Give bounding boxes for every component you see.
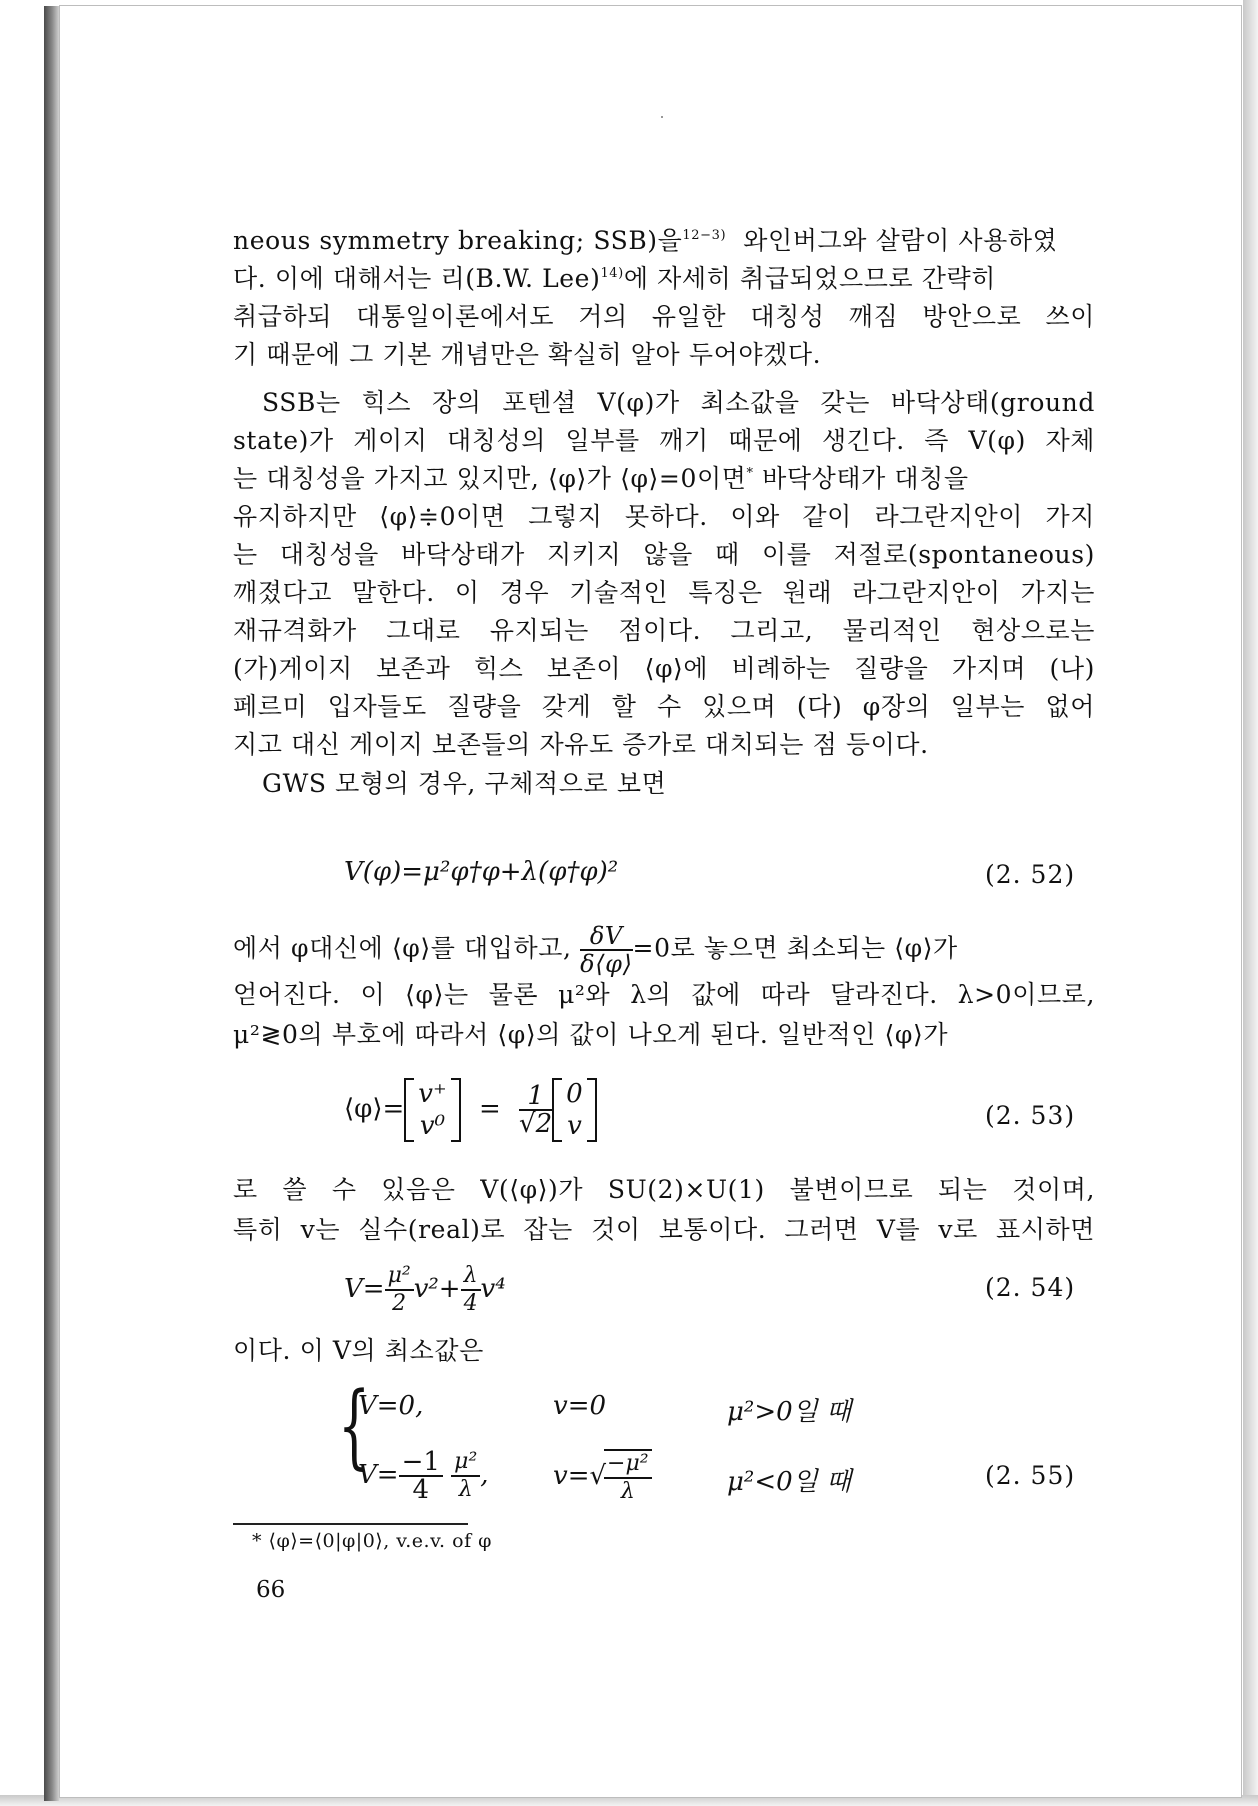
text-line: 는 대칭성을 가지고 있지만, ⟨φ⟩가 ⟨φ⟩=0이면* 바닥상태가 대칭을 bbox=[233, 464, 969, 493]
case-1-domain: μ²>0일 때 bbox=[727, 1397, 852, 1427]
text-line: 특히 v는 실수(real)로 잡는 것이 보통이다. 그러면 V를 v로 표시하면 bbox=[233, 1215, 1095, 1244]
text-line: 취급하되 대통일이론에서도 거의 유일한 대칭성 깨짐 방안으로 쓰이 bbox=[233, 302, 1095, 331]
fraction: $\frac{\delta V}{\delta⟨\varphi⟩}$ bbox=[580, 922, 633, 978]
matrix: v⁺ v⁰ bbox=[404, 1078, 460, 1142]
text-line: GWS 모형의 경우, 구체적으로 보면 bbox=[262, 769, 667, 798]
fraction: $\frac{-1}{4}$ bbox=[399, 1449, 443, 1503]
page-speck bbox=[661, 116, 663, 118]
case-2-condition: v=√ $\frac{\text{−μ²}}{\lambda}$ bbox=[553, 1449, 652, 1505]
equation-number: (2. 55) bbox=[985, 1461, 1076, 1490]
text-line: μ²≷0의 부호에 따라서 ⟨φ⟩의 값이 나오게 된다. 일반적인 ⟨φ⟩가 bbox=[233, 1020, 949, 1049]
text-line: neous symmetry breaking; SSB)을$^{12-3)}$ 와인버그와 살람이 사용하였 bbox=[233, 226, 1058, 255]
fraction: $\frac{\text{μ²}}{2}$ bbox=[385, 1263, 414, 1317]
fraction: $\frac{\text{−μ²}}{\lambda}$ bbox=[604, 1449, 652, 1505]
text-line: 페르미 입자들도 질량을 갖게 할 수 있으며 (다) φ장의 일부는 없어 bbox=[233, 692, 1095, 721]
equation-2-53: ⟨φ⟩= v⁺ v⁰ = $\frac{1}{√2}$ 0 v bbox=[344, 1078, 597, 1142]
equation-number: (2. 52) bbox=[985, 860, 1076, 889]
text-line: 얻어진다. 이 ⟨φ⟩는 물론 μ²와 λ의 값에 따라 달라진다. λ>0이므로, bbox=[233, 980, 1095, 1009]
page-number: 66 bbox=[256, 1577, 286, 1603]
book-spine bbox=[44, 6, 59, 1801]
fraction: $\frac{1}{√2}$ bbox=[519, 1081, 553, 1139]
brace: { bbox=[338, 1372, 371, 1479]
text-line: 이다. 이 V의 최소값은 bbox=[233, 1336, 484, 1365]
text-line: state)가 게이지 대칭성의 일부를 깨기 때문에 생긴다. 즉 V(φ) 자체 bbox=[233, 426, 1095, 455]
text-line: 깨졌다고 말한다. 이 경우 기술적인 특징은 원래 라그란지안이 가지는 bbox=[233, 578, 1095, 607]
case-2-domain: μ²<0일 때 bbox=[727, 1467, 852, 1497]
matrix: 0 v bbox=[552, 1078, 597, 1142]
text-line: 로 쓸 수 있음은 V(⟨φ⟩)가 SU(2)×U(1) 불변이므로 되는 것이며, bbox=[233, 1175, 1095, 1204]
text-line: 지고 대신 게이지 보존들의 자유도 증가로 대치되는 점 등이다. bbox=[233, 730, 929, 759]
text-line: (가)게이지 보존과 힉스 보존이 ⟨φ⟩에 비례하는 질량을 가지며 (나) bbox=[233, 654, 1095, 683]
fraction: $\frac{\lambda}{4}$ bbox=[461, 1263, 481, 1317]
text-line: 는 대칭성을 바닥상태가 지키지 않을 때 이를 저절로(spontaneous) bbox=[233, 540, 1095, 569]
fraction: $\frac{\text{μ²}}{\lambda}$ bbox=[451, 1449, 480, 1503]
equation-number: (2. 54) bbox=[985, 1273, 1076, 1302]
equation-number: (2. 53) bbox=[985, 1101, 1076, 1130]
equation-2-52: V(φ)=μ²φ†φ+λ(φ†φ)² bbox=[344, 857, 619, 887]
text-line: 유지하지만 ⟨φ⟩≑0이면 그렇지 못하다. 이와 같이 라그란지안이 가지 bbox=[233, 502, 1095, 531]
text-line: 기 때문에 그 기본 개념만은 확실히 알아 두어야겠다. bbox=[233, 340, 822, 369]
equation-2-54: V= $\frac{\text{μ²}}{2}$ v²+ $\frac{\lambda}{4}$ v⁴ bbox=[344, 1263, 506, 1316]
footnote-rule bbox=[233, 1523, 468, 1525]
footnote: * ⟨φ⟩=⟨0|φ|0⟩, v.e.v. of φ bbox=[252, 1530, 492, 1552]
text-line: SSB는 힉스 장의 포텐셜 V(φ)가 최소값을 갖는 바닥상태(ground bbox=[262, 388, 1095, 417]
text-line: 재규격화가 그대로 유지되는 점이다. 그리고, 물리적인 현상으로는 bbox=[233, 616, 1095, 645]
case-1-condition: v=0 bbox=[553, 1391, 607, 1421]
page-shadow-right bbox=[1243, 0, 1258, 1806]
case-2: V= $\frac{-1}{4}$ $\frac{\text{μ²}}{\lambda}$ , bbox=[358, 1447, 489, 1505]
text-line: 에서 φ대신에 ⟨φ⟩를 대입하고, $\frac{\delta V}{\delta⟨\varphi⟩}$ =0로 놓으면 최소되는 ⟨φ⟩가 bbox=[233, 922, 958, 978]
case-1-value: V=0, bbox=[358, 1391, 424, 1421]
text-line: 다. 이에 대해서는 리(B.W. Lee)$^{14)}$에 자세히 취급되었으므로 간략히 bbox=[233, 264, 997, 293]
